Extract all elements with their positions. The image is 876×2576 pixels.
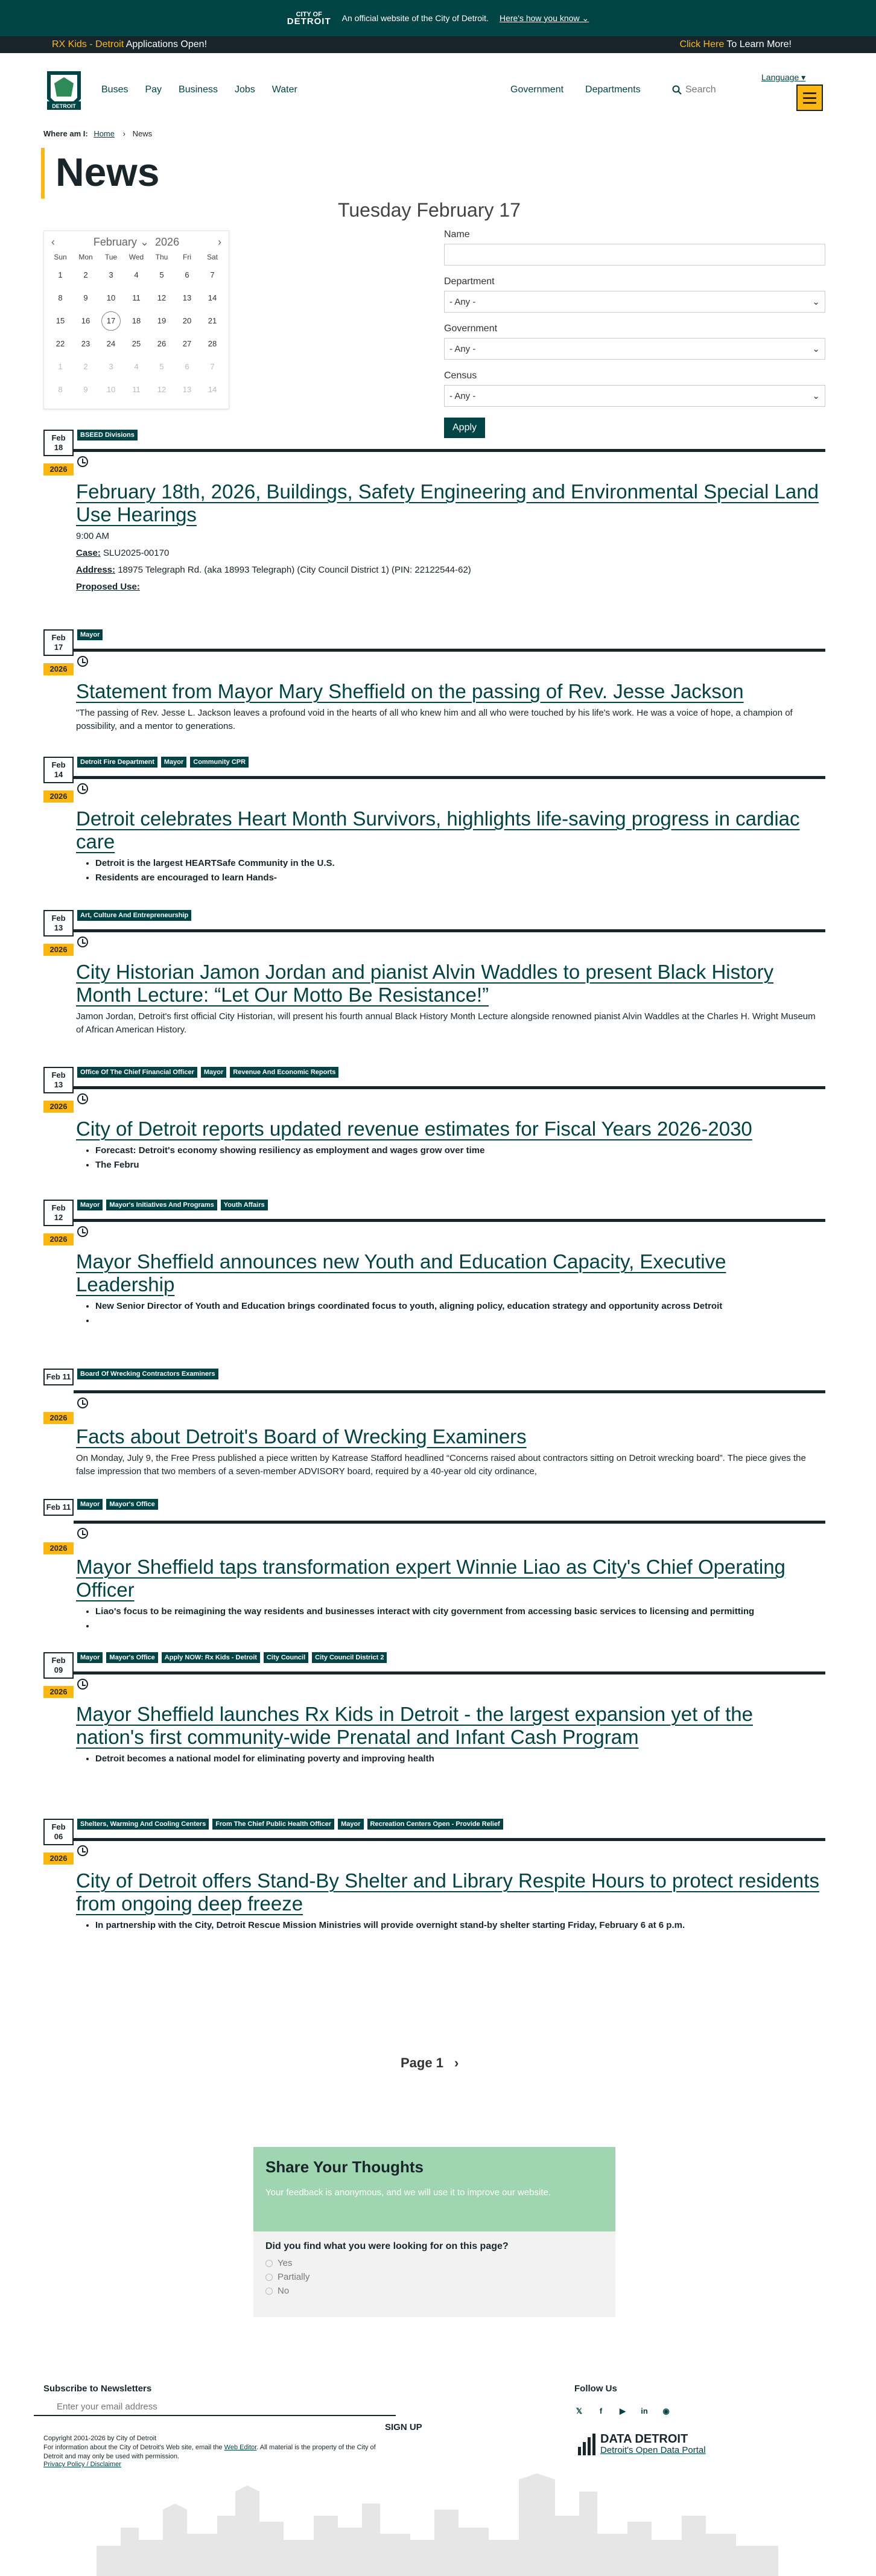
option-no[interactable]: No — [265, 2286, 603, 2296]
calendar-day-other-month: 2 — [83, 362, 88, 371]
chevron-down-icon: ⌄ — [812, 391, 820, 401]
summary-bullet: • Detroit becomes a national model for eliminating poverty and improving health — [95, 1752, 825, 1766]
summary-bullet: • New Senior Director of Youth and Education brings coordinated focus to youth, aligning policy, education strategy and opportunity across Detroit — [95, 1300, 825, 1313]
copyright-text: Copyright 2001-2026 by City of Detroit For information about the City of Detroit's Web site, email the Web Editor. All material is the property of the City of Detroit and may only be used with permission. — [43, 2435, 376, 2460]
calendar-day[interactable]: 12 — [157, 293, 167, 302]
news-item — [43, 910, 825, 1040]
hamburger-menu-button[interactable] — [796, 84, 823, 111]
news-item — [43, 430, 825, 597]
category-tag[interactable]: Mayor — [77, 1499, 103, 1510]
news-item — [43, 1369, 825, 1482]
official-text: An official website of the City of Detroit. — [341, 13, 489, 23]
survey-subtitle: Your feedback is anonymous, and we will use it to improve our website. — [265, 2187, 551, 2198]
category-tag[interactable]: Art, Culture And Entrepreneurship — [77, 910, 191, 921]
summary-text: 9:00 AM — [76, 531, 110, 541]
day-of-week-label: Thu — [155, 253, 168, 261]
tag-list — [77, 1652, 387, 1663]
news-title-link[interactable]: Mayor Sheffield launches Rx Kids in Detroit - the largest expansion yet of the nation's first community-wide Prenatal and Infant Cash Program — [76, 1703, 753, 1748]
date-badge: Feb 13 — [43, 910, 74, 937]
date-badge: Feb 18 — [43, 430, 74, 456]
category-tag[interactable]: Revenue And Economic Reports — [230, 1067, 338, 1078]
survey-question: Did you find what you were looking for on this page? — [265, 2241, 509, 2251]
category-tag[interactable]: Detroit Fire Department — [77, 757, 157, 768]
summary-text: "The passing of Rev. Jesse L. Jackson leaves a profound void in the hearts of all who knew him and all who were touched by his life's work. He was a voice of hope, a champion of possibility, and a mentor to generations. — [76, 708, 793, 731]
nav-buses[interactable]: Buses — [101, 84, 129, 95]
name-label: Name — [444, 229, 470, 240]
calendar-day[interactable]: 8 — [58, 293, 63, 302]
news-item — [43, 1067, 825, 1173]
web-editor-link[interactable]: Web Editor — [224, 2444, 257, 2451]
category-tag[interactable]: Mayor — [77, 1652, 103, 1663]
year-badge: 2026 — [43, 1412, 74, 1424]
news-title-link[interactable]: City of Detroit reports updated revenue estimates for Fiscal Years 2026-2030 — [76, 1118, 752, 1140]
calendar-day[interactable]: 21 — [208, 316, 217, 325]
option-yes[interactable]: Yes — [265, 2258, 603, 2268]
category-tag[interactable]: City Council District 2 — [312, 1652, 387, 1663]
news-summary — [76, 1605, 825, 1633]
social-links — [573, 2405, 672, 2417]
summary-bullet: • Residents are encouraged to learn Hands- — [95, 871, 825, 885]
clock-icon — [77, 1398, 88, 1408]
census-label: Census — [444, 370, 477, 381]
instagram-icon[interactable]: ◉ — [662, 2406, 670, 2415]
clock-icon — [77, 937, 88, 947]
summary-bullet — [95, 1314, 825, 1328]
news-item — [43, 1819, 825, 1933]
day-of-week-label: Wed — [129, 253, 144, 261]
category-tag[interactable]: Mayor's Office — [106, 1499, 157, 1510]
summary-bullet — [95, 1620, 825, 1633]
detail-line: Address: 18975 Telegraph Rd. (aka 18993 Telegraph) (City Council District 1) (PIN: 22122544-62) — [76, 565, 471, 575]
next-page-icon[interactable]: › — [454, 2055, 459, 2070]
date-badge: Feb 13 — [43, 1067, 74, 1093]
calendar-grid — [44, 253, 229, 401]
data-detroit-link[interactable] — [578, 2433, 706, 2455]
calendar-day[interactable]: 3 — [109, 270, 113, 279]
category-tag[interactable]: Office Of The Chief Financial Officer — [77, 1067, 197, 1078]
category-tag[interactable]: Mayor's Initiatives And Programs — [106, 1200, 217, 1210]
calendar-day[interactable]: 25 — [132, 339, 141, 348]
feedback-survey — [253, 2147, 615, 2317]
news-title-link[interactable]: Detroit celebrates Heart Month Survivors, highlights life-saving progress in cardiac care — [76, 807, 800, 853]
year-badge: 2026 — [43, 1542, 74, 1554]
newsletter-email-input[interactable]: Enter your email address — [34, 2402, 396, 2416]
twitter-icon[interactable]: 𝕏 — [576, 2406, 583, 2415]
breadcrumb-current: News — [132, 129, 153, 138]
seal-line1: CITY OF — [296, 11, 322, 18]
detail-line: Proposed Use: — [76, 582, 140, 592]
calendar-day[interactable]: 28 — [208, 339, 217, 348]
year-badge: 2026 — [43, 1101, 74, 1113]
year-badge: 2026 — [43, 1686, 74, 1698]
year-input[interactable]: 2026 — [155, 235, 180, 248]
calendar-day[interactable]: 10 — [106, 293, 116, 302]
calendar-day[interactable]: 6 — [185, 270, 189, 279]
calendar-day-other-month: 14 — [208, 385, 217, 394]
calendar-day-other-month: 13 — [182, 385, 192, 394]
tag-list — [77, 1369, 218, 1379]
date-badge: Feb 06 — [43, 1819, 74, 1845]
department-select[interactable]: - Any - ⌄ — [444, 291, 825, 313]
name-input[interactable] — [444, 244, 825, 266]
tag-list — [77, 1499, 158, 1510]
department-label: Department — [444, 276, 495, 287]
tag-list — [77, 910, 191, 921]
chevron-down-icon: ⌄ — [812, 344, 820, 354]
day-of-week-label: Sat — [206, 253, 218, 261]
tag-list — [77, 757, 249, 768]
breadcrumb-label: Where am I: — [43, 129, 88, 138]
page-title: News — [56, 150, 160, 194]
alert-bar[interactable] — [0, 36, 876, 53]
seal-line2: DETROIT — [287, 16, 331, 27]
government-label: Government — [444, 323, 498, 334]
chevron-right-icon: › — [122, 129, 125, 138]
clock-icon — [77, 1226, 88, 1237]
tag-list — [77, 1200, 268, 1210]
svg-text:DETROIT: DETROIT — [52, 103, 76, 109]
date-badge: Feb 09 — [43, 1652, 74, 1679]
calendar-day-other-month: 4 — [134, 362, 139, 371]
calendar-day-other-month: 8 — [58, 385, 63, 394]
summary-bullet: • In partnership with the City, Detroit Rescue Mission Ministries will provide overnight stand-by shelter starting Friday, February 6 at 6 p.m. — [95, 1919, 825, 1932]
city-seal — [287, 11, 331, 25]
census-select[interactable]: - Any - ⌄ — [444, 385, 825, 407]
alert-right[interactable]: Click Here To Learn More! — [679, 39, 792, 49]
news-title-link[interactable]: City of Detroit offers Stand-By Shelter and Library Respite Hours to protect residents from ongoing deep freeze — [76, 1869, 819, 1915]
tag-list — [77, 1067, 338, 1078]
news-item — [43, 1652, 825, 1767]
calendar-day[interactable]: 24 — [106, 339, 116, 348]
breadcrumb-home[interactable]: Home — [94, 129, 115, 138]
nav-business[interactable]: Business — [179, 84, 218, 95]
date-badge: Feb 14 — [43, 757, 74, 783]
prev-month-icon[interactable]: ‹ — [51, 235, 55, 248]
secondary-nav — [510, 84, 641, 95]
calendar-day-other-month: 6 — [185, 362, 189, 371]
nav-jobs[interactable]: Jobs — [234, 84, 255, 95]
news-summary — [76, 1144, 825, 1172]
alert-left[interactable]: RX Kids - Detroit Applications Open! — [52, 39, 208, 49]
day-of-week-label: Sun — [54, 253, 67, 261]
sign-up-button[interactable]: SIGN UP — [385, 2422, 422, 2432]
category-tag[interactable]: From The Chief Public Health Officer — [212, 1819, 334, 1830]
breadcrumb — [43, 129, 152, 138]
calendar-day[interactable]: 13 — [182, 293, 192, 302]
detail-line: Case: SLU2025-00170 — [76, 548, 170, 558]
calendar-day[interactable]: 17 — [98, 310, 124, 332]
news-summary — [76, 707, 825, 733]
summary-bullet: • The Febru — [95, 1159, 825, 1172]
language-selector[interactable]: Language ▾ — [761, 72, 806, 82]
date-badge: Feb 12 — [43, 1200, 74, 1226]
news-summary — [76, 1452, 825, 1478]
calendar-day[interactable]: 4 — [134, 270, 139, 279]
calendar-day[interactable]: 19 — [157, 316, 167, 325]
clock-icon — [77, 456, 88, 467]
calendar-widget — [43, 231, 229, 409]
calendar-day[interactable]: 20 — [182, 316, 192, 325]
facebook-icon[interactable]: f — [599, 2406, 603, 2415]
data-detroit-title: DATA DETROIT — [600, 2432, 688, 2446]
page-title-wrap — [41, 148, 159, 199]
clock-icon — [77, 1679, 88, 1690]
option-partially[interactable]: Partially — [265, 2272, 603, 2282]
calendar-day[interactable]: 5 — [159, 270, 164, 279]
category-tag[interactable]: Recreation Centers Open - Provide Relief — [367, 1819, 503, 1830]
category-tag[interactable]: Mayor's Office — [106, 1652, 157, 1663]
date-badge: Feb 11 — [43, 1499, 74, 1516]
category-tag[interactable]: Board Of Wrecking Contractors Examiners — [77, 1369, 218, 1379]
date-badge: Feb 11 — [43, 1369, 74, 1385]
news-summary — [76, 1300, 825, 1328]
calendar-day-other-month: 11 — [132, 385, 141, 394]
category-tag[interactable]: Mayor — [161, 757, 186, 768]
site-footer — [0, 2384, 876, 2576]
calendar-day[interactable]: 16 — [81, 316, 90, 325]
calendar-day-other-month: 9 — [83, 385, 88, 394]
day-of-week-label: Fri — [183, 253, 191, 261]
clock-icon — [77, 783, 88, 794]
category-tag[interactable]: Mayor — [338, 1819, 363, 1830]
category-tag[interactable]: City Council — [264, 1652, 308, 1663]
month-select[interactable]: February ⌄ — [93, 235, 150, 248]
news-summary — [76, 530, 825, 594]
calendar-day[interactable]: 2 — [83, 270, 88, 279]
linkedin-icon[interactable]: in — [641, 2406, 648, 2415]
survey-title: Share Your Thoughts — [265, 2158, 424, 2176]
calendar-day[interactable]: 15 — [56, 316, 65, 325]
clock-icon — [77, 1845, 88, 1856]
clock-icon — [77, 1093, 88, 1104]
clock-icon — [77, 656, 88, 667]
news-title-link[interactable]: City Historian Jamon Jordan and pianist Alvin Waddles to present Black History Month Lecture: “Let Our Motto Be Resistance!” — [76, 961, 774, 1006]
next-month-icon[interactable]: › — [217, 235, 221, 248]
site-header — [0, 53, 876, 119]
calendar-day[interactable]: 14 — [208, 293, 217, 302]
pager — [401, 2055, 459, 2071]
news-item — [43, 1200, 825, 1329]
category-tag[interactable]: BSEED Divisions — [77, 430, 138, 440]
news-item — [43, 757, 825, 886]
date-badge: Feb 17 — [43, 629, 74, 656]
calendar-day-other-month: 1 — [58, 362, 63, 371]
category-tag[interactable]: Mayor — [201, 1067, 226, 1078]
calendar-day-other-month: 10 — [106, 385, 116, 394]
calendar-day[interactable]: 18 — [132, 316, 141, 325]
calendar-day-other-month: 5 — [159, 362, 164, 371]
category-tag[interactable]: Apply NOW: Rx Kids - Detroit — [162, 1652, 260, 1663]
calendar-day[interactable]: 27 — [182, 339, 192, 348]
open-data-portal-link[interactable]: Detroit's Open Data Portal — [600, 2445, 706, 2455]
summary-bullet: • Liao's focus to be reimagining the way residents and businesses interact with city government from accessing basic services to licensing and permitting — [95, 1605, 825, 1618]
nav-departments[interactable]: Departments — [585, 84, 641, 95]
news-title-link[interactable]: Mayor Sheffield taps transformation expert Winnie Liao as City's Chief Operating Officer — [76, 1556, 786, 1601]
category-tag[interactable]: Shelters, Warming And Cooling Centers — [77, 1819, 209, 1830]
news-item — [43, 1499, 825, 1634]
calendar-day[interactable]: 23 — [81, 339, 90, 348]
page-indicator: Page 1 — [401, 2055, 443, 2070]
selected-date-heading: Tuesday February 17 — [338, 199, 521, 221]
nav-water[interactable]: Water — [271, 84, 297, 95]
news-item — [43, 629, 825, 737]
news-summary — [76, 1752, 825, 1766]
calendar-day-other-month: 7 — [210, 362, 215, 371]
news-title-link[interactable]: Facts about Detroit's Board of Wrecking Examiners — [76, 1425, 527, 1448]
category-tag[interactable]: Community CPR — [190, 757, 249, 768]
subscribe-heading: Subscribe to Newsletters — [43, 2384, 152, 2394]
calendar-day-other-month: 3 — [109, 362, 113, 371]
detroit-logo[interactable] — [42, 65, 86, 117]
news-summary — [76, 1010, 825, 1037]
chevron-down-icon: ⌄ — [812, 297, 820, 307]
year-badge: 2026 — [43, 463, 74, 475]
bar-chart-icon — [578, 2434, 595, 2455]
nav-pay[interactable]: Pay — [145, 84, 162, 95]
day-of-week-label: Tue — [104, 253, 118, 261]
day-of-week-label: Mon — [78, 253, 93, 261]
skyline-graphic — [97, 2455, 778, 2576]
privacy-link[interactable]: Privacy Policy / Disclaimer — [43, 2461, 121, 2468]
tag-list — [77, 1819, 503, 1830]
filter-form — [444, 229, 825, 438]
news-title-link[interactable]: Statement from Mayor Mary Sheffield on the passing of Rev. Jesse Jackson — [76, 680, 744, 702]
main-nav — [101, 84, 297, 95]
calendar-day[interactable]: 26 — [157, 339, 167, 348]
summary-text: Jamon Jordan, Detroit's first official City Historian, will present his fourth annual Black History Month Lecture alongside renowned pianist Alvin Waddles at the Charles H. Wright Museum of African American History. — [76, 1011, 816, 1035]
year-badge: 2026 — [43, 1233, 74, 1245]
search-placeholder: Search — [685, 84, 716, 95]
calendar-day[interactable]: 1 — [58, 270, 63, 279]
year-badge: 2026 — [43, 663, 74, 675]
calendar-day-other-month: 12 — [157, 385, 167, 394]
calendar-day[interactable]: 22 — [56, 339, 65, 348]
search-icon — [672, 85, 682, 95]
apply-button[interactable]: Apply — [444, 418, 485, 438]
calendar-day[interactable]: 9 — [83, 293, 88, 302]
how-you-know-link[interactable]: Here's how you know ⌄ — [499, 13, 589, 23]
year-badge: 2026 — [43, 944, 74, 956]
category-tag[interactable]: Mayor — [77, 629, 103, 640]
summary-text: On Monday, July 9, the Free Press published a piece written by Katrease Stafford headlined “Concerns raised about contractors sitting on Detroit wrecking board”. The piece gives the false impression that two members of a seven-member ADVISORY board, required by a 40-year old city ordinance, — [76, 1453, 806, 1477]
year-badge: 2026 — [43, 1852, 74, 1865]
follow-us-heading: Follow Us — [574, 2384, 617, 2394]
year-badge: 2026 — [43, 790, 74, 803]
government-select[interactable]: - Any - ⌄ — [444, 338, 825, 360]
clock-icon — [77, 1528, 88, 1539]
youtube-icon[interactable]: ▶ — [620, 2406, 626, 2415]
calendar-day[interactable]: 7 — [210, 270, 215, 279]
news-title-link[interactable]: Mayor Sheffield announces new Youth and Education Capacity, Executive Leadership — [76, 1250, 726, 1296]
tag-list — [77, 430, 138, 440]
news-summary — [76, 857, 825, 885]
nav-government[interactable]: Government — [510, 84, 564, 95]
official-site-banner — [0, 0, 876, 36]
tag-list — [77, 629, 103, 640]
news-summary — [76, 1919, 825, 1932]
calendar-day[interactable]: 11 — [132, 293, 141, 302]
news-title-link[interactable]: February 18th, 2026, Buildings, Safety Engineering and Environmental Special Land Use Hearings — [76, 480, 819, 526]
summary-bullet: • Detroit is the largest HEARTSafe Community in the U.S. — [95, 857, 825, 870]
search-box[interactable] — [672, 84, 716, 95]
summary-bullet: • Forecast: Detroit's economy showing resiliency as employment and wages grow over time — [95, 1144, 825, 1157]
category-tag[interactable]: Mayor — [77, 1200, 103, 1210]
category-tag[interactable]: Youth Affairs — [221, 1200, 268, 1210]
